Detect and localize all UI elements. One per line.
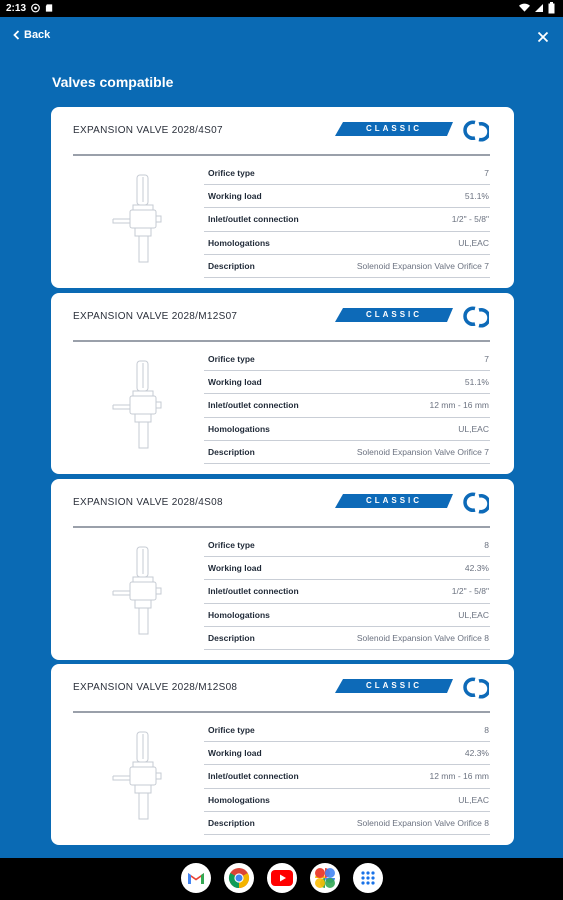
- spec-label: Homologations: [208, 794, 270, 805]
- card-divider: [73, 154, 490, 156]
- notification-circle-icon: [31, 3, 40, 13]
- gmail-icon[interactable]: [181, 863, 211, 893]
- classic-badge: [335, 122, 453, 136]
- close-icon[interactable]: [535, 29, 551, 45]
- spec-row-working-load: [204, 742, 490, 765]
- spec-row-working-load: [204, 185, 490, 208]
- chevron-left-icon: [13, 30, 20, 40]
- spec-label: Orifice type: [208, 540, 255, 551]
- spec-row-orifice: [204, 162, 490, 185]
- spec-value: 1/2" - 5/8": [451, 586, 489, 597]
- spec-row-orifice: [204, 348, 490, 371]
- link-rings-icon[interactable]: [461, 117, 489, 145]
- spec-row-connection: [204, 580, 490, 603]
- spec-label: Homologations: [208, 423, 270, 434]
- spec-value: UL,EAC: [458, 794, 489, 805]
- card-divider: [73, 340, 490, 342]
- spec-label: Orifice type: [208, 725, 255, 736]
- spec-label: Working load: [208, 191, 262, 202]
- card-divider: [73, 526, 490, 528]
- chrome-icon[interactable]: [224, 863, 254, 893]
- card-divider: [73, 711, 490, 713]
- spec-row-connection: [204, 394, 490, 417]
- spec-row-homologations: [204, 418, 490, 441]
- spec-value: 8: [484, 540, 489, 551]
- spec-value: 1/2" - 5/8": [451, 214, 489, 225]
- link-rings-icon[interactable]: [461, 303, 489, 331]
- classic-badge-label: CLASSIC: [365, 496, 423, 505]
- app-drawer-icon[interactable]: [353, 863, 383, 893]
- spec-row-orifice: [204, 534, 490, 557]
- spec-label: Homologations: [208, 237, 270, 248]
- spec-row-working-load: [204, 557, 490, 580]
- spec-value: 42.3%: [464, 748, 489, 759]
- valve-image: [103, 729, 183, 824]
- spec-value: 12 mm - 16 mm: [429, 771, 489, 782]
- valve-card-title: EXPANSION VALVE 2028/4S07: [73, 125, 223, 136]
- valve-card-title: EXPANSION VALVE 2028/M12S08: [73, 682, 238, 693]
- spec-row-orifice: [204, 719, 490, 742]
- link-rings-icon[interactable]: [461, 674, 489, 702]
- spec-label: Inlet/outlet connection: [208, 586, 299, 597]
- status-bar: [0, 0, 563, 17]
- valve-image: [103, 544, 183, 639]
- spec-row-connection: [204, 765, 490, 788]
- spec-table: [204, 534, 490, 650]
- spec-label: Description: [208, 632, 255, 643]
- classic-badge-label: CLASSIC: [365, 681, 423, 690]
- spec-label: Description: [208, 817, 255, 828]
- spec-value: 7: [484, 168, 489, 179]
- spec-value: UL,EAC: [458, 609, 489, 620]
- signal-icon: [534, 3, 544, 13]
- app-dock: [181, 863, 383, 893]
- spec-label: Working load: [208, 377, 262, 388]
- back-label: Back: [24, 29, 51, 41]
- valve-card[interactable]: [51, 479, 514, 660]
- sd-card-icon: [45, 3, 54, 13]
- spec-value: 51.1%: [464, 377, 489, 388]
- spec-value: Solenoid Expansion Valve Orifice 8: [356, 817, 489, 828]
- spec-row-description: [204, 441, 490, 464]
- classic-badge: [335, 308, 453, 322]
- spec-value: 42.3%: [464, 563, 489, 574]
- spec-row-description: [204, 627, 490, 650]
- spec-label: Working load: [208, 563, 262, 574]
- spec-label: Description: [208, 446, 255, 457]
- spec-row-homologations: [204, 789, 490, 812]
- spec-label: Homologations: [208, 609, 270, 620]
- spec-value: 8: [484, 725, 489, 736]
- spec-row-working-load: [204, 371, 490, 394]
- valve-image: [103, 172, 183, 267]
- spec-table: [204, 348, 490, 464]
- classic-badge: [335, 494, 453, 508]
- spec-value: UL,EAC: [458, 423, 489, 434]
- spec-row-homologations: [204, 232, 490, 255]
- valve-card[interactable]: [51, 107, 514, 288]
- navigation-bar: [0, 858, 563, 900]
- spec-value: 7: [484, 354, 489, 365]
- status-time: 2:13: [6, 3, 27, 14]
- valve-card[interactable]: [51, 293, 514, 474]
- spec-value: Solenoid Expansion Valve Orifice 8: [356, 632, 489, 643]
- spec-value: 12 mm - 16 mm: [429, 400, 489, 411]
- photos-icon[interactable]: [310, 863, 340, 893]
- spec-row-description: [204, 812, 490, 835]
- spec-label: Description: [208, 260, 255, 271]
- classic-badge-label: CLASSIC: [365, 124, 423, 133]
- valve-image: [103, 358, 183, 453]
- app-bar: [0, 17, 563, 57]
- spec-label: Inlet/outlet connection: [208, 214, 299, 225]
- spec-value: Solenoid Expansion Valve Orifice 7: [356, 446, 489, 457]
- spec-row-description: [204, 255, 490, 278]
- valve-card[interactable]: [51, 664, 514, 845]
- youtube-icon[interactable]: [267, 863, 297, 893]
- valve-card-title: EXPANSION VALVE 2028/M12S07: [73, 311, 238, 322]
- link-rings-icon[interactable]: [461, 489, 489, 517]
- spec-table: [204, 162, 490, 278]
- back-button[interactable]: [13, 29, 50, 41]
- spec-value: 51.1%: [464, 191, 489, 202]
- spec-label: Working load: [208, 748, 262, 759]
- spec-label: Orifice type: [208, 354, 255, 365]
- spec-row-connection: [204, 208, 490, 231]
- valve-card-title: EXPANSION VALVE 2028/4S08: [73, 497, 223, 508]
- battery-icon: [548, 2, 555, 14]
- spec-value: Solenoid Expansion Valve Orifice 7: [356, 260, 489, 271]
- classic-badge: [335, 679, 453, 693]
- wifi-icon: [519, 3, 530, 13]
- classic-badge-label: CLASSIC: [365, 310, 423, 319]
- spec-label: Orifice type: [208, 168, 255, 179]
- spec-label: Inlet/outlet connection: [208, 400, 299, 411]
- section-title: Valves compatible: [52, 74, 174, 90]
- spec-value: UL,EAC: [458, 237, 489, 248]
- spec-row-homologations: [204, 604, 490, 627]
- spec-label: Inlet/outlet connection: [208, 771, 299, 782]
- spec-table: [204, 719, 490, 835]
